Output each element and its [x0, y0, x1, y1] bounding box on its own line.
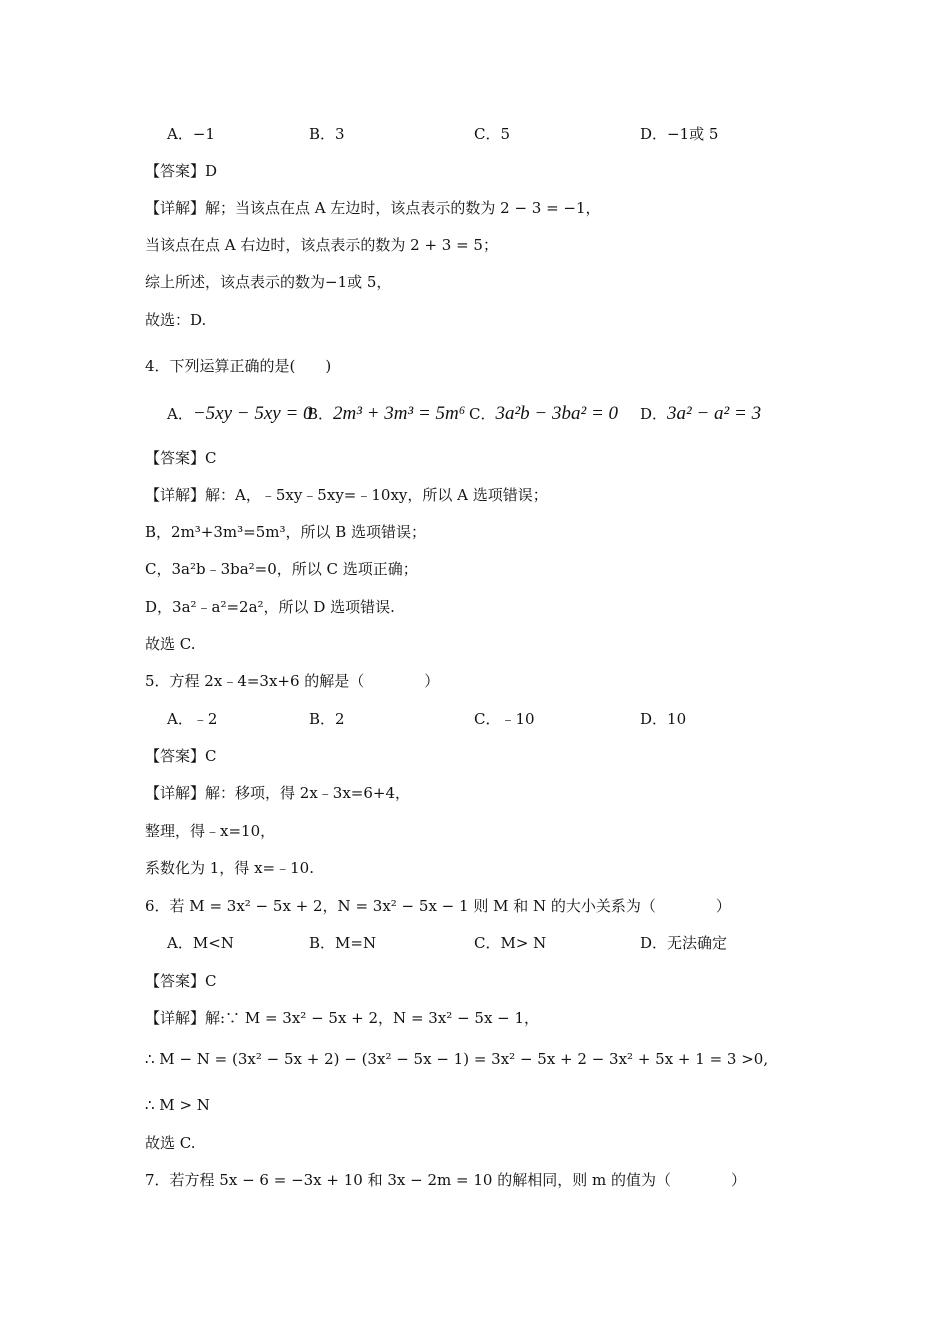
q5-answer: 【答案】C — [145, 747, 217, 765]
q3-detail-2: 当该点在点 A 右边时，该点表示的数为 2 + 3 = 5； — [145, 236, 498, 254]
q3-option-d: D．−1或 5 — [640, 125, 719, 143]
q4-option-c-label: C． — [469, 405, 496, 423]
q4-answer: 【答案】C — [145, 449, 217, 467]
q4-option-a — [167, 403, 313, 425]
q3-option-c: C．5 — [474, 125, 511, 143]
q6-stem: 6．若 M = 3x² − 5x + 2，N = 3x² − 5x − 1 则 M 和 N 的大小关系为（ ） — [145, 897, 731, 915]
q5-option-b: B．2 — [309, 710, 345, 728]
q6-detail-2: ∴ M − N = (3x² − 5x + 2) − (3x² − 5x − 1) = 3x² − 5x + 2 − 3x² + 5x + 1 = 3 >0, — [145, 1050, 769, 1068]
q4-detail-4: D，3a²﹣a²=2a²，所以 D 选项错误. — [145, 598, 395, 616]
q4-detail-1: 【详解】解：A，﹣5xy﹣5xy=﹣10xy，所以 A 选项错误； — [145, 486, 548, 504]
q3-conclusion: 故选：D. — [145, 311, 207, 329]
q6-option-b: B．M=N — [309, 934, 377, 952]
q6-conclusion: 故选 C. — [145, 1134, 196, 1152]
q4-option-b-expr: 2m³ + 3m³ = 5m⁶ — [333, 403, 466, 424]
q5-detail-3: 系数化为 1，得 x=﹣10. — [145, 859, 314, 877]
q4-option-c-expr: 3a²b − 3ba² = 0 — [495, 403, 619, 424]
q4-detail-3: C，3a²b﹣3ba²=0，所以 C 选项正确； — [145, 560, 418, 578]
q4-option-a-expr: −5xy − 5xy = 0 — [192, 403, 313, 424]
q6-option-d: D．无法确定 — [640, 934, 728, 952]
q4-option-b-label: B． — [307, 405, 334, 423]
q6-option-c: C．M> N — [474, 934, 547, 952]
q6-detail-3: ∴ M > N — [145, 1096, 210, 1114]
q4-option-c — [469, 403, 618, 425]
q4-option-d — [640, 403, 761, 425]
q6-option-a: A．M<N — [167, 934, 234, 952]
q5-option-a: A．﹣2 — [167, 710, 218, 728]
q4-option-b — [307, 403, 465, 425]
q4-option-a-label: A． — [167, 405, 193, 423]
q4-stem: 4．下列运算正确的是( ) — [145, 357, 332, 375]
q6-answer: 【答案】C — [145, 972, 217, 990]
q3-detail-3: 综上所述，该点表示的数为−1或 5， — [145, 273, 392, 291]
q4-option-d-expr: 3a² − a² = 3 — [667, 403, 762, 424]
q4-option-d-label: D． — [640, 405, 668, 423]
q5-option-c: C．﹣10 — [474, 710, 535, 728]
q5-detail-1: 【详解】解：移项，得 2x﹣3x=6+4， — [145, 784, 410, 802]
q5-stem: 5．方程 2x﹣4=3x+6 的解是（ ） — [145, 672, 440, 690]
q5-detail-2: 整理，得﹣x=10， — [145, 822, 276, 840]
q3-detail-1: 【详解】解；当该点在点 A 左边时，该点表示的数为 2 − 3 = −1， — [145, 199, 601, 217]
q5-option-d: D．10 — [640, 710, 687, 728]
q3-option-b: B．3 — [309, 125, 345, 143]
q7-stem: 7．若方程 5x − 6 = −3x + 10 和 3x − 2m = 10 的解相同，则 m 的值为（ ） — [145, 1171, 746, 1189]
q4-detail-2: B，2m³+3m³=5m³，所以 B 选项错误； — [145, 523, 427, 541]
q6-detail-1: 【详解】解:∵ M = 3x² − 5x + 2，N = 3x² − 5x − 1， — [145, 1009, 540, 1027]
q3-option-a: A．−1 — [167, 125, 215, 143]
q4-conclusion: 故选 C. — [145, 635, 196, 653]
q3-answer: 【答案】D — [145, 162, 218, 180]
